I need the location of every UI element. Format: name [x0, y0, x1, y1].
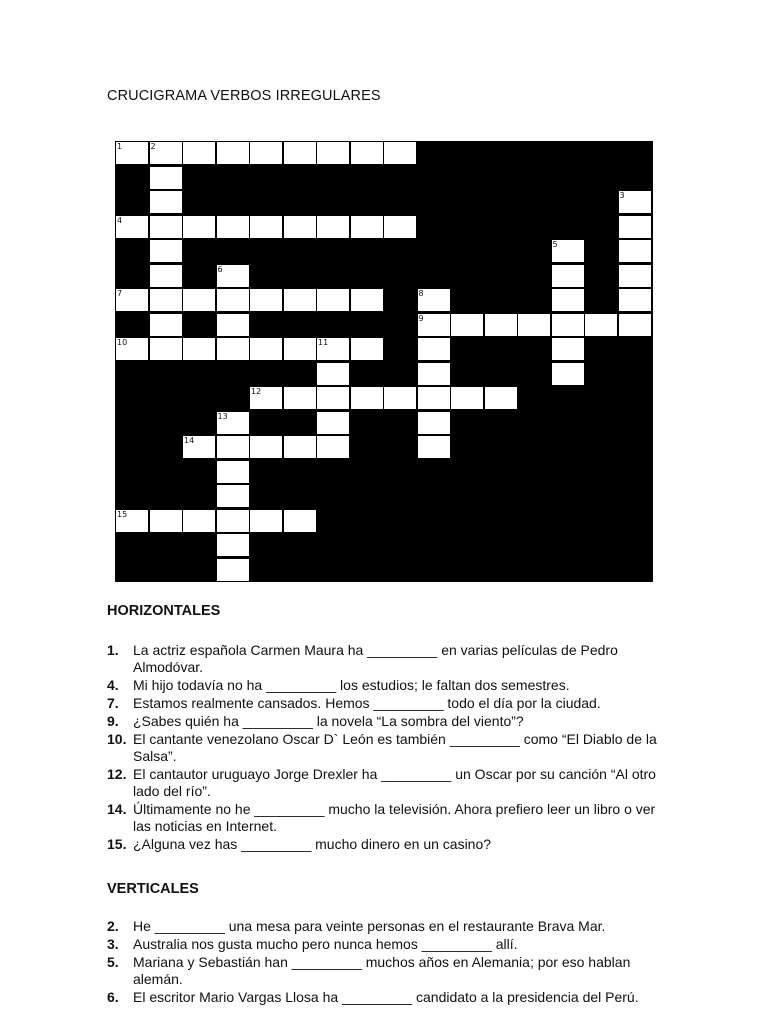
cell-number: 3 [619, 191, 625, 200]
crossword-cell [216, 411, 250, 435]
crossword-cell [316, 362, 350, 386]
vertical-heading: VERTICALES [107, 881, 199, 897]
crossword-cell [149, 337, 183, 361]
crossword-cell [216, 264, 250, 288]
clue-text: ¿Alguna vez has _________ mucho dinero en un casino? [133, 836, 492, 852]
crossword-cell [551, 313, 585, 337]
clue-item [107, 713, 667, 730]
crossword-cell [484, 313, 518, 337]
clue-number: 5. [107, 954, 119, 970]
crossword-cell [450, 386, 484, 410]
crossword-cell [216, 509, 250, 533]
clue-item [107, 766, 667, 800]
clue-text: Estamos realmente cansados. Hemos _________ todo el día por la ciudad. [133, 695, 601, 711]
crossword-cell [618, 215, 652, 239]
crossword-cell [350, 337, 384, 361]
clue-number: 15. [107, 836, 127, 852]
horizontal-heading: HORIZONTALES [107, 603, 221, 619]
clue-number: 6. [107, 989, 119, 1005]
crossword-cell [517, 313, 551, 337]
crossword-cell [316, 337, 350, 361]
clue-text: El cantante venezolano Oscar D` León es también _________ como “El Diablo de la Salsa”. [133, 731, 657, 764]
vertical-clues [107, 918, 667, 1007]
crossword-cell [618, 288, 652, 312]
crossword-cell [350, 215, 384, 239]
crossword-cell [115, 288, 149, 312]
crossword-cell [283, 435, 317, 459]
crossword-cell [149, 190, 183, 214]
clue-number: 12. [107, 766, 127, 782]
crossword-cell [149, 215, 183, 239]
crossword-cell [350, 288, 384, 312]
crossword-cell [417, 313, 451, 337]
crossword-cell [417, 288, 451, 312]
crossword-cell [149, 509, 183, 533]
crossword-cell [618, 264, 652, 288]
crossword-cell [216, 215, 250, 239]
clue-item [107, 801, 667, 835]
crossword-cell [283, 288, 317, 312]
clue-item [107, 936, 667, 953]
crossword-cell [149, 313, 183, 337]
clue-text: Australia nos gusta mucho pero nunca hemos _________ allí. [133, 936, 518, 952]
crossword-cell [417, 411, 451, 435]
crossword-cell [316, 435, 350, 459]
crossword-cell [182, 337, 216, 361]
crossword-cell [249, 435, 283, 459]
crossword-cell [618, 239, 652, 263]
cell-number: 10 [117, 338, 128, 347]
crossword-cell [417, 362, 451, 386]
crossword-cell [551, 288, 585, 312]
crossword-cell [316, 288, 350, 312]
clue-text: El escritor Mario Vargas Llosa ha _________ candidato a la presidencia del Perú. [133, 989, 639, 1005]
clue-text: El cantautor uruguayo Jorge Drexler ha _________ un Oscar por su canción “Al otro lado del río”. [133, 766, 656, 799]
cell-number: 7 [117, 289, 123, 298]
crossword-cell [149, 239, 183, 263]
crossword-cell [350, 141, 384, 165]
cell-number: 4 [117, 215, 123, 225]
crossword-cell [551, 239, 585, 263]
crossword-cell [383, 141, 417, 165]
crossword-cell [417, 435, 451, 459]
clue-text: Mi hijo todavía no ha _________ los estudios; le faltan dos semestres. [133, 677, 570, 693]
clue-text: He _________ una mesa para veinte personas en el restaurante Brava Mar. [133, 918, 606, 934]
crossword-cell [182, 435, 216, 459]
crossword-cell [115, 215, 149, 239]
crossword-cell [182, 215, 216, 239]
cell-number: 1 [117, 142, 123, 151]
crossword-cell [249, 215, 283, 239]
crossword-cell [450, 313, 484, 337]
clue-item [107, 989, 667, 1006]
cell-number: 2 [150, 142, 156, 151]
crossword-cell [216, 558, 250, 582]
crossword-cell [149, 166, 183, 190]
clue-number: 14. [107, 801, 127, 817]
clue-item [107, 731, 667, 765]
crossword-cell [283, 509, 317, 533]
cell-number: 5 [552, 240, 558, 249]
crossword-cell [618, 313, 652, 337]
clue-number: 1. [107, 642, 119, 658]
crossword-cell [216, 533, 250, 557]
crossword-cell [417, 337, 451, 361]
clue-text: ¿Sabes quién ha _________ la novela “La sombra del viento”? [133, 713, 524, 729]
clue-item [107, 642, 667, 676]
clue-number: 3. [107, 936, 119, 952]
crossword-cell [316, 386, 350, 410]
crossword-cell [316, 411, 350, 435]
clue-number: 9. [107, 713, 119, 729]
crossword-cell [149, 264, 183, 288]
crossword-cell [216, 460, 250, 484]
crossword-cell [115, 141, 149, 165]
horizontal-clues [107, 642, 667, 854]
cell-number: 14 [184, 436, 195, 445]
crossword-cell [283, 215, 317, 239]
crossword-cell [249, 337, 283, 361]
crossword-cell [182, 509, 216, 533]
clue-item [107, 954, 667, 988]
crossword-cell [584, 313, 618, 337]
crossword-cell [249, 288, 283, 312]
crossword-cell [316, 141, 350, 165]
cell-number: 15 [117, 509, 128, 519]
crossword-cell [618, 190, 652, 214]
clue-number: 10. [107, 731, 127, 747]
cell-number: 11 [318, 338, 329, 347]
crossword-cell [249, 141, 283, 165]
crossword-cell [283, 386, 317, 410]
crossword-cell [383, 386, 417, 410]
crossword-cell [216, 337, 250, 361]
cell-number: 9 [418, 313, 424, 323]
crossword-grid [115, 141, 653, 582]
crossword-cell [551, 264, 585, 288]
crossword-cell [216, 141, 250, 165]
clue-item [107, 836, 667, 853]
cell-number: 8 [418, 289, 424, 298]
clue-number: 2. [107, 918, 119, 934]
clue-item [107, 695, 667, 712]
crossword-cell [249, 386, 283, 410]
crossword-cell [182, 141, 216, 165]
crossword-cell [283, 141, 317, 165]
crossword-cell [383, 215, 417, 239]
crossword-cell [216, 484, 250, 508]
clue-number: 4. [107, 677, 119, 693]
crossword-cell [149, 141, 183, 165]
crossword-cell [350, 386, 384, 410]
crossword-cell [417, 386, 451, 410]
crossword-cell [249, 509, 283, 533]
clue-text: La actriz española Carmen Maura ha _________ en varias películas de Pedro Almodóvar. [133, 642, 618, 675]
clue-item [107, 918, 667, 935]
crossword-cell [182, 288, 216, 312]
cell-number: 12 [251, 387, 262, 396]
crossword-cell [551, 362, 585, 386]
clue-text: Mariana y Sebastián han _________ muchos años en Alemania; por eso hablan alemán. [133, 954, 631, 987]
crossword-cell [216, 435, 250, 459]
clue-text: Últimamente no he _________ mucho la televisión. Ahora prefiero leer un libro o ver las noticias en Internet. [133, 801, 656, 834]
crossword-cell [484, 386, 518, 410]
crossword-cell [283, 337, 317, 361]
crossword-cell [115, 337, 149, 361]
cell-number: 13 [217, 411, 228, 421]
crossword-cell [216, 313, 250, 337]
clue-number: 7. [107, 695, 119, 711]
clue-item [107, 677, 667, 694]
crossword-cell [551, 337, 585, 361]
crossword-cell [316, 215, 350, 239]
crossword-cell [149, 288, 183, 312]
page-title: CRUCIGRAMA VERBOS IRREGULARES [107, 88, 381, 104]
cell-number: 6 [217, 264, 223, 274]
crossword-cell [216, 288, 250, 312]
crossword-cell [115, 509, 149, 533]
